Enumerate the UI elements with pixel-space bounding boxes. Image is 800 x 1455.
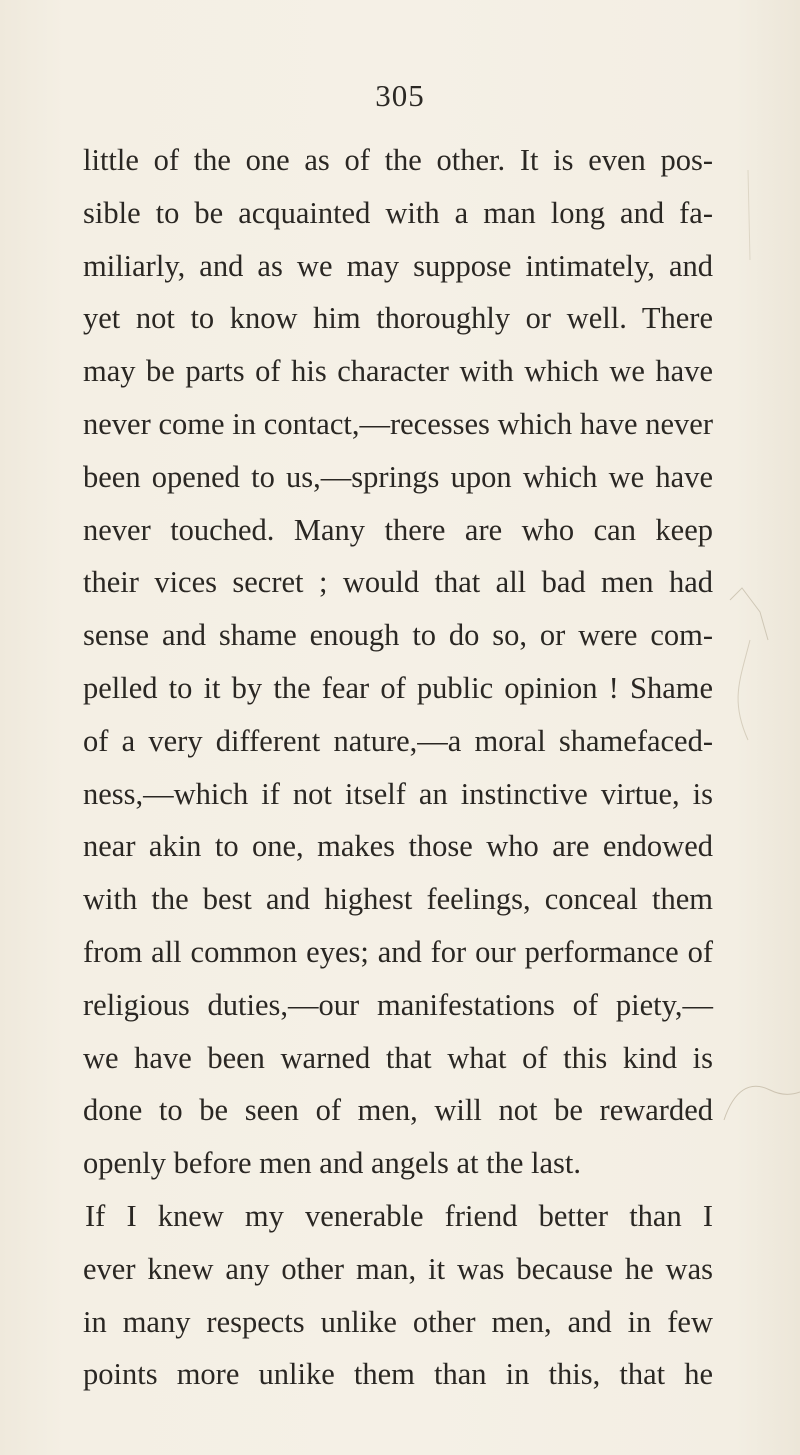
- text-line: If I knew my venerable friend better than I: [85, 1198, 713, 1233]
- text-line: ness,—which if not itself an instinctive virtue, is: [83, 776, 713, 811]
- text-line: miliarly, and as we may suppose intimately, and: [83, 248, 713, 283]
- show-through-marks: [710, 0, 800, 1455]
- text-line: near akin to one, makes those who are endowed: [83, 829, 713, 864]
- text-line: sense and shame enough to do so, or were com-: [83, 618, 713, 653]
- text-line: religious duties,—our manifestations of piety,—: [83, 987, 713, 1022]
- text-line: in many respects unlike other men, and in few: [83, 1304, 713, 1339]
- text-line: never touched. Many there are who can keep: [83, 512, 713, 547]
- text-line: openly before men and angels at the last.: [83, 1146, 581, 1181]
- page-number: 305: [375, 78, 425, 113]
- text-line: never come in contact,—recesses which have never: [83, 406, 713, 441]
- text-line: their vices secret ; would that all bad men had: [83, 565, 713, 600]
- text-line: of a very different nature,—a moral shamefaced-: [83, 723, 713, 758]
- text-line: little of the one as of the other. It is even pos-: [83, 143, 713, 177]
- text-line: yet not to know him thoroughly or well. There: [83, 301, 713, 336]
- page-body-text: [83, 134, 713, 1401]
- text-line: sible to be acquainted with a man long and fa-: [83, 195, 713, 230]
- text-line: pelled to it by the fear of public opinion ! Shame: [83, 670, 713, 705]
- text-line: we have been warned that what of this kind is: [83, 1040, 713, 1075]
- text-line: from all common eyes; and for our performance of: [83, 934, 713, 969]
- text-line: may be parts of his character with which we have: [83, 354, 713, 389]
- text-line: done to be seen of men, will not be rewarded: [83, 1093, 713, 1128]
- text-line: been opened to us,—springs upon which we have: [83, 459, 713, 494]
- text-line: points more unlike them than in this, that he: [83, 1357, 713, 1392]
- text-line: with the best and highest feelings, conceal them: [83, 882, 713, 917]
- text-line: ever knew any other man, it was because he was: [83, 1251, 713, 1286]
